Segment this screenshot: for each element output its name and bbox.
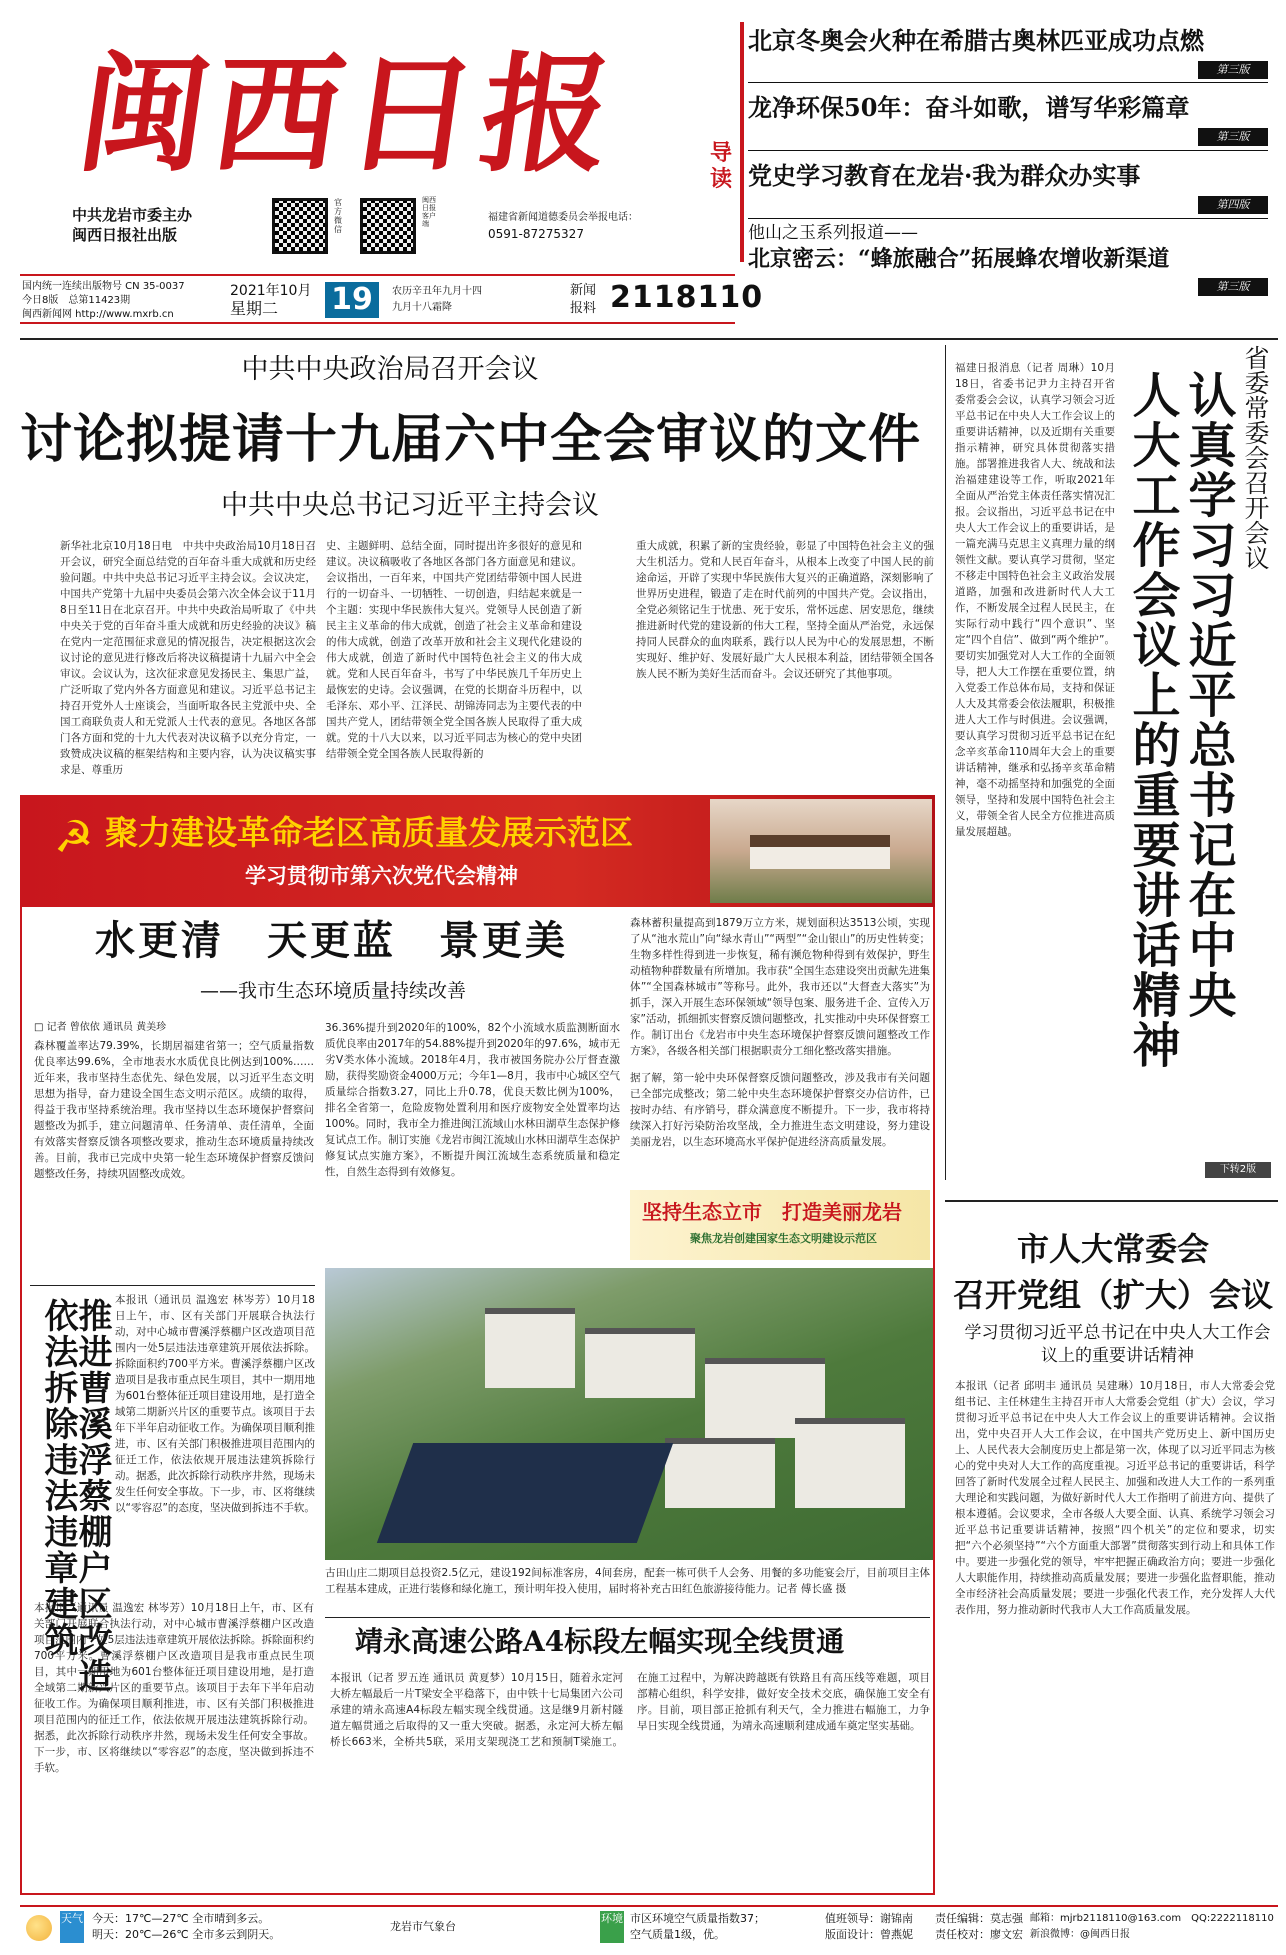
air-quality-line2: 空气质量1级，优。 xyxy=(630,1928,725,1941)
ethics-hotline-label: 福建省新闻道德委员会举报电话： xyxy=(488,212,638,223)
lead-body-col1: 新华社北京10月18日电 中共中央政治局10月18日召开会议，研究全面总结党的百年奋斗重大成就和历史经验问题。中共中央总书记习近平主持会议。会议决定，中国共产党第十九届中央委员会第六次全体会议于11月8日至11日在北京召开。中共中央政治局听取了《中共中央关于党的百年奋斗重大成就和历史经验的决议》稿在党内一定范围征求意见的情况报告，决定根据这次会议讨论的意见进行修改后将决议稿提请十九届六中全会审议。会议认为，这次征求意见发扬民主、集思广益，广泛听取了党内外各方面意见和建议。习近平总书记主持召开党外人士座谈会，当面听取各民主党派中央、全国工商联负责人和无党派人士代表的意见。各地区各部门各方面和党的十九大代表对决议稿予以充分肯定，一致赞成决议稿的框架结构和主要内容，认为决议稿实事求是、尊重历 xyxy=(60,540,316,776)
side-story-body-top: 本报讯（通讯员 温逸宏 林岑芳）10月18日上午，市、区有关部门开展联合执法行动，对中心城市曹溪浮蔡棚户区改造项目范围内一处5层违法违章建筑开展依法拆除。拆除面积约700平方米。曹溪浮蔡棚户区改造项目是我市重点民生项目，其中一期用地为601台整体征迁项目建设用地，是打造全域第二期新兴片区的重要节点。该项目于去年下半年启动征收工作。为确保项目顺利推进，市、区有关部门积极推进项目范围内的征迁工作，依法依规开展违法建筑拆除行动。据悉，此次拆除行动秩序井然，现场未发生任何安全事故。下一步，市、区将继续以“零容忍”的态度，坚决做到拆违不手软。 xyxy=(115,1294,315,1514)
weather-tomorrow: 明天：20℃—26℃ 全市多云到阴天。 xyxy=(92,1928,281,1941)
air-quality-tag: 环境 xyxy=(600,1911,624,1943)
publisher-line1: 中共龙岩市委主办 xyxy=(72,206,193,224)
aerial-photo-caption: 古田山庄二期项目总投资2.5亿元，建设192间标准客房，4间套房，配套一栋可供千人会务、用餐的多功能宴会厅，目前项目主体工程基本建成，正进行装修和绿化施工，预计明年投入使用，届时将补充古田红色旅游接待能力。记者 傅长盛 摄 xyxy=(325,1567,930,1595)
slogan-title: 坚持生态立市 打造美丽龙岩 xyxy=(642,1200,902,1224)
lead-body-col3: 重大成就，积累了新的宝贵经验，彰显了中国特色社会主义的强大生机活力。党和人民百年奋斗，从根本上改变了中国人民的前途命运，开辟了实现中华民族伟大复兴的正确道路，深刻影响了世界历史进程，锻造了走在时代前列的中国共产党。会议指出，全党必须铭记生于忧患、死于安乐，常怀远虑、居安思危，继续推进新时代党的建设新的伟大工程，坚持全面从严治党，永远保持同人民群众的血肉联系，践行以人民为中心的发展思想，不断实现好、维护好、发展好最广大人民根本利益，团结带领全国各族人民不断为美好生活而奋斗。会议还研究了其他事项。 xyxy=(636,540,934,680)
qr2-label: 闽西日报客户端 xyxy=(422,196,436,228)
news-tip-label-2: 报料 xyxy=(570,301,597,316)
guide-item-3[interactable] xyxy=(748,160,1268,211)
eco-body-col3: 森林蓄积量提高到1879万立方米，规划面积达3513公顷，实现了从“池水荒山”向“绿水青山”“两型”“金山银山”的历史性转变；生物多样性得到进一步恢复，稀有濒危物种得到有效保护，野生动植物种群数量有所增加。我市获“全国生态建设突出贡献先进集体”“全国森林城市”等称号。此外，我市还以“大督查大落实”为抓手，深入开展生态环保领域“领导包案、服务进千企、宣传入万家”活动，抓细抓实督察反馈问题整改，扎实推动中央环保督察工作。制订出台《龙岩市中央生态环境保护督察反馈问题整改工作方案》，各级各相关部门根据职责分工细化整改落实措施。 xyxy=(630,917,930,1057)
guide-title[interactable]: 北京冬奥会火种在希腊古奥林匹亚成功点燃 xyxy=(748,26,1204,55)
news-tip-number: 2118110 xyxy=(610,280,764,315)
weather-today: 今天：17℃—27℃ 全市晴到多云。 xyxy=(92,1912,270,1925)
guide-page: 第三版 xyxy=(1198,61,1268,79)
wechat-qr-code[interactable] xyxy=(272,198,328,254)
weather-tag: 天气 xyxy=(60,1911,84,1943)
guide-item-2[interactable] xyxy=(748,92,1268,143)
npc-headline-1[interactable]: 市人大常委会 xyxy=(1016,1230,1209,1268)
guide-item-4[interactable] xyxy=(748,222,1268,293)
guide-label: 导读 xyxy=(710,140,733,192)
highway-body: 本报讯（记者 罗五连 通讯员 黄夏梦）10月15日，随着永定河大桥左幅最后一片T梁安全平稳落下，由中铁十七局集团六公司承建的靖永高速A4标段左幅实现全线贯通。这是继9月新村隧道左幅贯通之后取得的又一重大突破。据悉，永定河大桥左幅桥长663米，全桥共5联，采用支架现浇工艺和预制T梁施工。在施工过程中，为解决跨越既有铁路且有高压线等难题，项目部精心组织，科学安排，做好安全技术交底，确保施工安全有序。目前，项目部正抢抓有利天气，全力推进右幅施工，力争早日实现全线贯通，为靖永高速顺利建成通车奠定坚实基础。 xyxy=(330,1672,930,1748)
issue-day-number: 19 xyxy=(325,282,379,318)
right-story-headline-1[interactable]: 认真学习习近平总书记在中央 xyxy=(1180,370,1236,1020)
lead-body-col2: 史、主题鲜明、总结全面，同时提出许多很好的意见和建议。决议稿吸收了各地区各部门各方面意见和建议。会议指出，一百年来，中国共产党团结带领中国人民进行的一切奋斗、一切牺牲、一切创造，归结起来就是一个主题：实现中华民族伟大复兴。党领导人民创造了新民主主义革命的伟大成就，创造了社会主义革命和建设的伟大成就，创造了改革开放和社会主义现代化建设的伟大成就，创造了新时代中国特色社会主义的伟大成就。党和人民百年奋斗，书写了中华民族几千年历史上最恢宏的史诗。会议强调，在党的长期奋斗历程中，以毛泽东、邓小平、江泽民、胡锦涛同志为主要代表的中国共产党人，团结带领全党全国各族人民取得了重大成就。党的十八大以来，以习近平同志为核心的党中央团结带领全党全国各族人民取得新的 xyxy=(326,540,582,760)
aerial-photo xyxy=(325,1268,933,1560)
banner-subtitle: 学习贯彻市第六次党代会精神 xyxy=(245,864,518,888)
npc-subheadline: 学习贯彻习近平总书记在中央人大工作会议上的重要讲话精神 xyxy=(964,1323,1271,1366)
editor-line2: 版面设计：曾燕妮 责任校对：廖文宏 xyxy=(825,1928,1023,1941)
lead-kicker: 中共中央政治局召开会议 xyxy=(241,354,539,385)
edition-count: 今日8版 总第11423期 xyxy=(22,295,131,306)
weather-source: 龙岩市气象台 xyxy=(390,1920,456,1933)
right-story-kicker: 省委常委会召开会议 xyxy=(1241,345,1270,570)
date-year-month: 2021年10月 xyxy=(230,283,312,299)
editor-line1: 值班领导：谢锦南 责任编辑：莫志强 xyxy=(825,1912,1023,1925)
npc-headline-2[interactable]: 召开党组（扩大）会议 xyxy=(952,1276,1273,1314)
guide-page: 第四版 xyxy=(1198,196,1268,214)
eco-body-col4: 据了解，第一轮中央环保督察反馈问题整改，涉及我市有关问题已全部完成整改；第二轮中央生态环境保护督察交办信访件，已按时办结、有序销号，群众满意度不断提升。下一步，我市将持续深入打好污染防治攻坚战，全力推进生态文明建设，努力建设美丽龙岩，以生态环境高水平保护促进经济高质量发展。 xyxy=(630,1072,930,1148)
eco-byline: □ 记者 曾依依 通讯员 黄美珍 xyxy=(34,1022,167,1033)
publisher-info xyxy=(72,205,192,245)
ethics-hotline-number: 0591-87275327 xyxy=(488,227,584,241)
cn-number: 国内统一连续出版物号 CN 35-0037 xyxy=(22,281,185,292)
side-story-headline-2[interactable]: 依法拆除违法违章建筑 xyxy=(38,1298,78,1658)
lunar-date xyxy=(392,284,482,316)
guide-pretitle: 他山之玉系列报道—— xyxy=(748,223,918,243)
weather-sun-icon xyxy=(26,1915,52,1941)
guide-title[interactable]: 龙净环保50年：奋斗如歌，谱写华彩篇章 xyxy=(748,93,1190,122)
lead-subheadline: 中共中央总书记习近平主持会议 xyxy=(221,490,599,521)
guide-page: 第三版 xyxy=(1198,128,1268,146)
highway-headline[interactable]: 靖永高速公路A4标段左幅实现全线贯通 xyxy=(355,1625,845,1658)
party-emblem-icon: ☭ xyxy=(54,812,94,863)
eco-body-col2: 36.36%提升到2020年的100%，82个小流域水质监测断面水质优良率由2017年的54.88%提升到2020年的97.6%，城市无劣Ⅴ类水体小流域。2018年4月，我市被国务院办公厅督查激励，获得奖励资金4000万元；今年1—8月，我市中心城区空气质量综合指数3.27，同比上升0.78，优良天数比例为100%，排名全省第一，危险废物处置利用和医疗废物安全处置率均达100%。同时，我市全力推进闽江流域山水林田湖草生态保护修复试点工作。制订实施《龙岩市闽江流域山水林田湖草生态保护修复试点实施方案》，不断提升闽江流域生态系统质量和稳定性，自然生态得到有效修复。 xyxy=(325,1022,620,1178)
slogan-subtitle: 聚焦龙岩创建国家生态文明建设示范区 xyxy=(690,1232,877,1245)
side-story-body-bottom: 本报讯（通讯员 温逸宏 林岑芳）10月18日上午，市、区有关部门开展联合执法行动，对中心城市曹溪浮蔡棚户区改造项目范围内一处5层违法违章建筑开展依法拆除。拆除面积约700平方米。曹溪浮蔡棚户区改造项目是我市重点民生项目，其中一期用地为601台整体征迁项目建设用地，是打造全域第二期新兴片区的重要节点。该项目于去年下半年启动征收工作。为确保项目顺利推进，市、区有关部门积极推进项目范围内的征迁工作，依法依规开展违法建筑拆除行动。据悉，此次拆除行动秩序井然，现场未发生任何安全事故。下一步，市、区将继续以“零容忍”的态度，坚决做到拆违不手软。 xyxy=(34,1602,314,1774)
right-story-headline-2[interactable]: 人大工作会议上的重要讲话精神 xyxy=(1124,370,1180,1070)
ethics-hotline xyxy=(488,210,638,242)
app-qr-code[interactable] xyxy=(360,198,416,254)
feature-banner xyxy=(20,795,935,907)
guide-title[interactable]: 党史学习教育在龙岩·我为群众办实事 xyxy=(748,161,1141,190)
masthead-logo: 闽西日报 xyxy=(69,40,627,190)
guide-item-1[interactable] xyxy=(748,25,1268,76)
news-tip-label xyxy=(570,282,596,318)
slogan-banner xyxy=(630,1190,930,1260)
continued-label[interactable]: 下转2版 xyxy=(1205,1162,1271,1178)
banner-photo xyxy=(710,799,932,903)
guide-page: 第三版 xyxy=(1198,278,1268,296)
qr1-label: 官方微信 xyxy=(334,198,342,234)
website[interactable]: 闽西新闻网 http://www.mxrb.cn xyxy=(22,309,174,320)
issue-date xyxy=(230,282,311,318)
contact-email[interactable]: 邮箱：mjrb2118110@163.com QQ:2222118110 xyxy=(1030,1913,1274,1924)
eco-headline[interactable]: 水更清 天更蓝 景更美 xyxy=(95,917,568,964)
publication-meta xyxy=(22,280,185,322)
right-story-body: 福建日报消息（记者 周琳）10月18日，省委书记尹力主持召开省委常委会会议，认真学习领会习近平总书记在中央人大工作会议上的重要讲话精神，以及近期有关重要指示精神，研究具体贯彻落实措施。部署推进我省人大、统战和法治福建建设等工作，听取2021年全面从严治党主体责任落实情况汇报。会议指出，习近平总书记在中央人大工作会议上的重要讲话，是一篇充满马克思主义真理力量的纲领性文献。要认真学习贯彻，坚定不移走中国特色社会主义政治发展道路，加强和改进新时代人大工作，不断发展全过程人民民主，在实际行动中践行“四个意识”、坚定“四个自信”、做到“两个维护”。要切实加强党对人大工作的全面领导，把人大工作摆在重要位置，纳入党委工作总体布局，支持和保证人大及其常委会依法履职，积极推进人大工作与时俱进。会议强调，要认真学习贯彻习近平总书记在纪念辛亥革命110周年大会上的重要讲话精神，继承和弘扬辛亥革命精神，毫不动摇坚持和加强党的全面领导，坚持和发展中国特色社会主义，带领全省人民全方位推进高质量发展超越。 xyxy=(955,362,1115,838)
lead-headline[interactable]: 讨论拟提请十九届六中全会审议的文件 xyxy=(20,409,922,470)
npc-body: 本报讯（记者 邱明丰 通讯员 吴建琳）10月18日，市人大常委会党组书记、主任林建生主持召开市人大常委会党组（扩大）会议，学习贯彻习近平总书记在中央人大工作会议上的重要讲话精神。会议指出，党中央召开人大工作会议，在中国共产党历史上、新中国历史上、人民代表大会制度历史上都是第一次，体现了以习近平同志为核心的党中央对人大工作的高度重视。习近平总书记的重要讲话，科学回答了新时代发展全过程人民民主、加强和改进人大工作的一系列重大理论和实践问题，为做好新时代人大工作指明了前进方向、提供了根本遵循。会议要求，全市各级人大要全面、认真、系统学习领会习近平总书记重要讲话精神，按照“四个机关”的定位和要求，切实把“六个必须坚持”“六个方面重大部署”贯彻落实到行动上和具体工作中。要进一步强化党的领导，牢牢把握正确政治方向；要进一步强化人大职能作用，持续推动高质量发展；要进一步强化监督职能，推动全市经济社会高质量发展；要进一步强化代表工作，充分发挥人大代表作用，努力推动新时代我市人大工作高质量发展。 xyxy=(955,1380,1275,1616)
eco-body-col1: 森林覆盖率达79.39%，长期居福建省第一；空气质量指数优良率达99.6%，全市地表水水质优良比例达到100%……近年来，我市坚持生态优先、绿色发展，以习近平生态文明思想为指导，奋力建设全国生态文明示范区。成绩的取得，得益于我市坚持系统治理。我市坚持以生态环境保护督察问题整改为抓手，建立问题清单、任务清单、责任清单，全面有效落实督察反馈各项整改要求，推动生态环境质量持续改善。目前，我市已完成中央第一轮生态环境保护督察反馈问题整改任务，持续巩固整改成效。 xyxy=(34,1040,314,1180)
issue-info-bar xyxy=(20,274,764,324)
contact-weibo[interactable]: 新浪微博：@闽西日报 xyxy=(1030,1929,1130,1940)
lunar-line2: 九月十八霜降 xyxy=(392,302,452,313)
guide-title[interactable]: 北京密云：“蜂旅融合”拓展蜂农增收新渠道 xyxy=(748,246,1170,272)
side-story-headline-1[interactable]: 推进曹溪浮蔡棚户区改造 xyxy=(72,1298,112,1694)
weekday: 星期二 xyxy=(230,299,279,318)
banner-title: 聚力建设革命老区高质量发展示范区 xyxy=(105,813,633,852)
footer-bar xyxy=(20,1905,1278,1947)
air-quality-line1: 市区环境空气质量指数37； xyxy=(630,1912,765,1925)
publisher-line2: 闽西日报社出版 xyxy=(72,226,178,244)
lunar-line1: 农历辛丑年九月十四 xyxy=(392,286,482,297)
eco-subheadline: ——我市生态环境质量持续改善 xyxy=(200,980,467,1002)
news-tip-label-1: 新闻 xyxy=(570,283,597,298)
